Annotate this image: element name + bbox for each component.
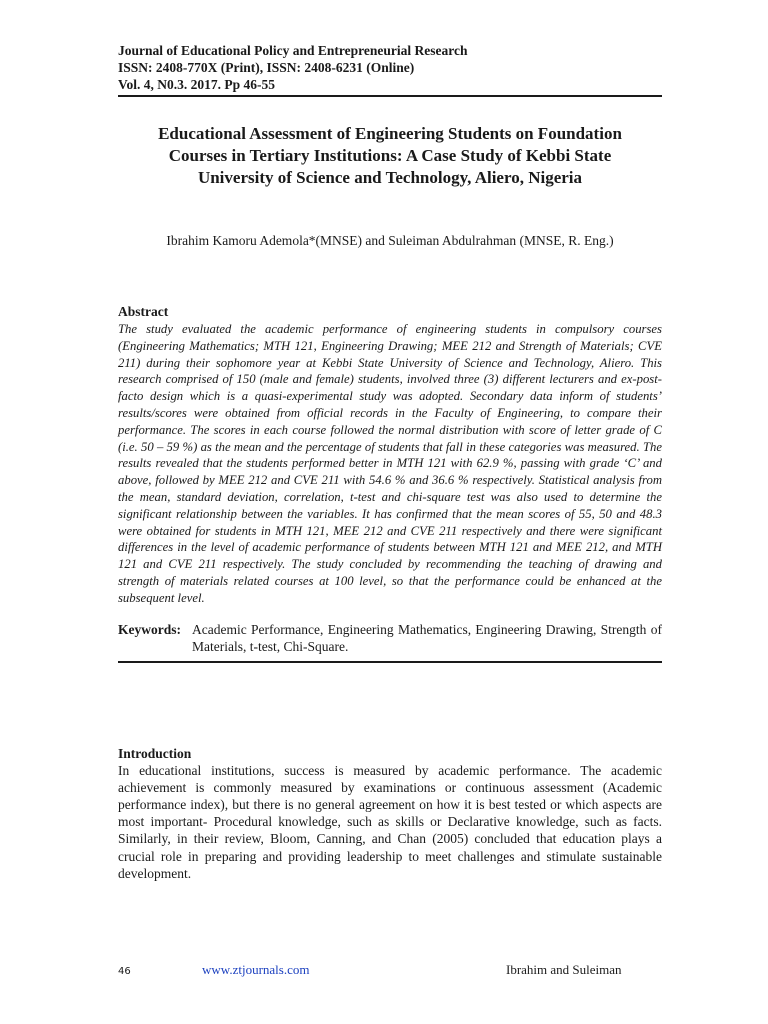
paper-title: [118, 123, 662, 189]
abstract-text: The study evaluated the academic performance of engineering students in compulsory courses (Engineering Mathematics; MTH 121, Engineering Drawing; MEE 212 and Strength of Materials; CVE 211) during their sophomore year at Kebbi State University of Science and Technology, Aliero. This research comprised of 150 (male and female) students, involved three (3) different lecturers and ex-post-facto design which is a quasi-experimental study was adopted. Secondary data inform of students’ results/scores were obtained from official records in the Faculty of Engineering, to compare their performance. The scores in each course followed the normal distribution with score of letter grade of C (i.e. 50 – 59 %) as the mean and the percentage of students that fall in these categories was measured. The results revealed that the students performed better in MTH 121 with 62.9 %, passing with grade ‘C’ and above, followed by MEE 212 and CVE 211 with 54.6 % and 36.6 % respectively. Statistical analysis from the mean, standard deviation, correlation, t-test and chi-square test was also used to determine the significant relationship between the variables. It has confirmed that the mean scores of 55, 50 and 48.3 were obtained for students in MTH 121, MEE 212 and CVE 211 respectively and there were significant differences in the level of academic performance of students between MTH 121 and MEE 212, and MTH 121 and CVE 211 respectively. The study concluded by recommending the teaching of drawing and strength of materials related courses at 100 level, so that the performance could be enhanced at the subsequent level.: [118, 322, 662, 605]
keywords-label: Keywords:: [118, 621, 181, 637]
keywords-block: [118, 621, 662, 655]
title-line: University of Science and Technology, Aliero, Nigeria: [197, 168, 583, 187]
introduction-heading: Introduction: [118, 745, 192, 761]
keywords-rule: [118, 661, 662, 663]
abstract-heading: Abstract: [118, 304, 169, 319]
journal-link[interactable]: www.ztjournals.com: [202, 962, 310, 977]
header-rule: [118, 95, 662, 97]
title-line: Educational Assessment of Engineering Students on Foundation: [158, 124, 622, 143]
author-list: Ibrahim Kamoru Ademola*(MNSE) and Suleiman Abdulrahman (MNSE, R. Eng.): [166, 233, 614, 248]
journal-volume: Vol. 4, N0.3. 2017. Pp 46-55: [118, 77, 276, 92]
journal-header: [118, 42, 662, 93]
journal-name: Journal of Educational Policy and Entrepreneurial Research: [118, 43, 468, 58]
page-number: 46: [118, 966, 131, 977]
introduction-text: In educational institutions, success is measured by academic performance. The academic achievement is commonly measured by examinations or continuous assessment (Academic performance index), but there is no general agreement on how it is best tested or which aspects are most important- Procedural knowledge, such as skills or Declarative knowledge, such as facts. Similarly, in their review, Bloom, Canning, and Chan (2005) concluded that education plays a crucial role in preparing and providing leadership to meet challenges and stimulate sustainable development.: [118, 762, 662, 881]
journal-issn: ISSN: 2408-770X (Print), ISSN: 2408-6231 (Online): [118, 60, 415, 75]
keywords-text: Academic Performance, Engineering Mathematics, Engineering Drawing, Strength of Materials, t-test, Chi-Square.: [192, 621, 662, 654]
title-line: Courses in Tertiary Institutions: A Case Study of Kebbi State: [168, 146, 612, 165]
running-authors: Ibrahim and Suleiman: [506, 962, 622, 977]
paper-page: [118, 42, 662, 882]
